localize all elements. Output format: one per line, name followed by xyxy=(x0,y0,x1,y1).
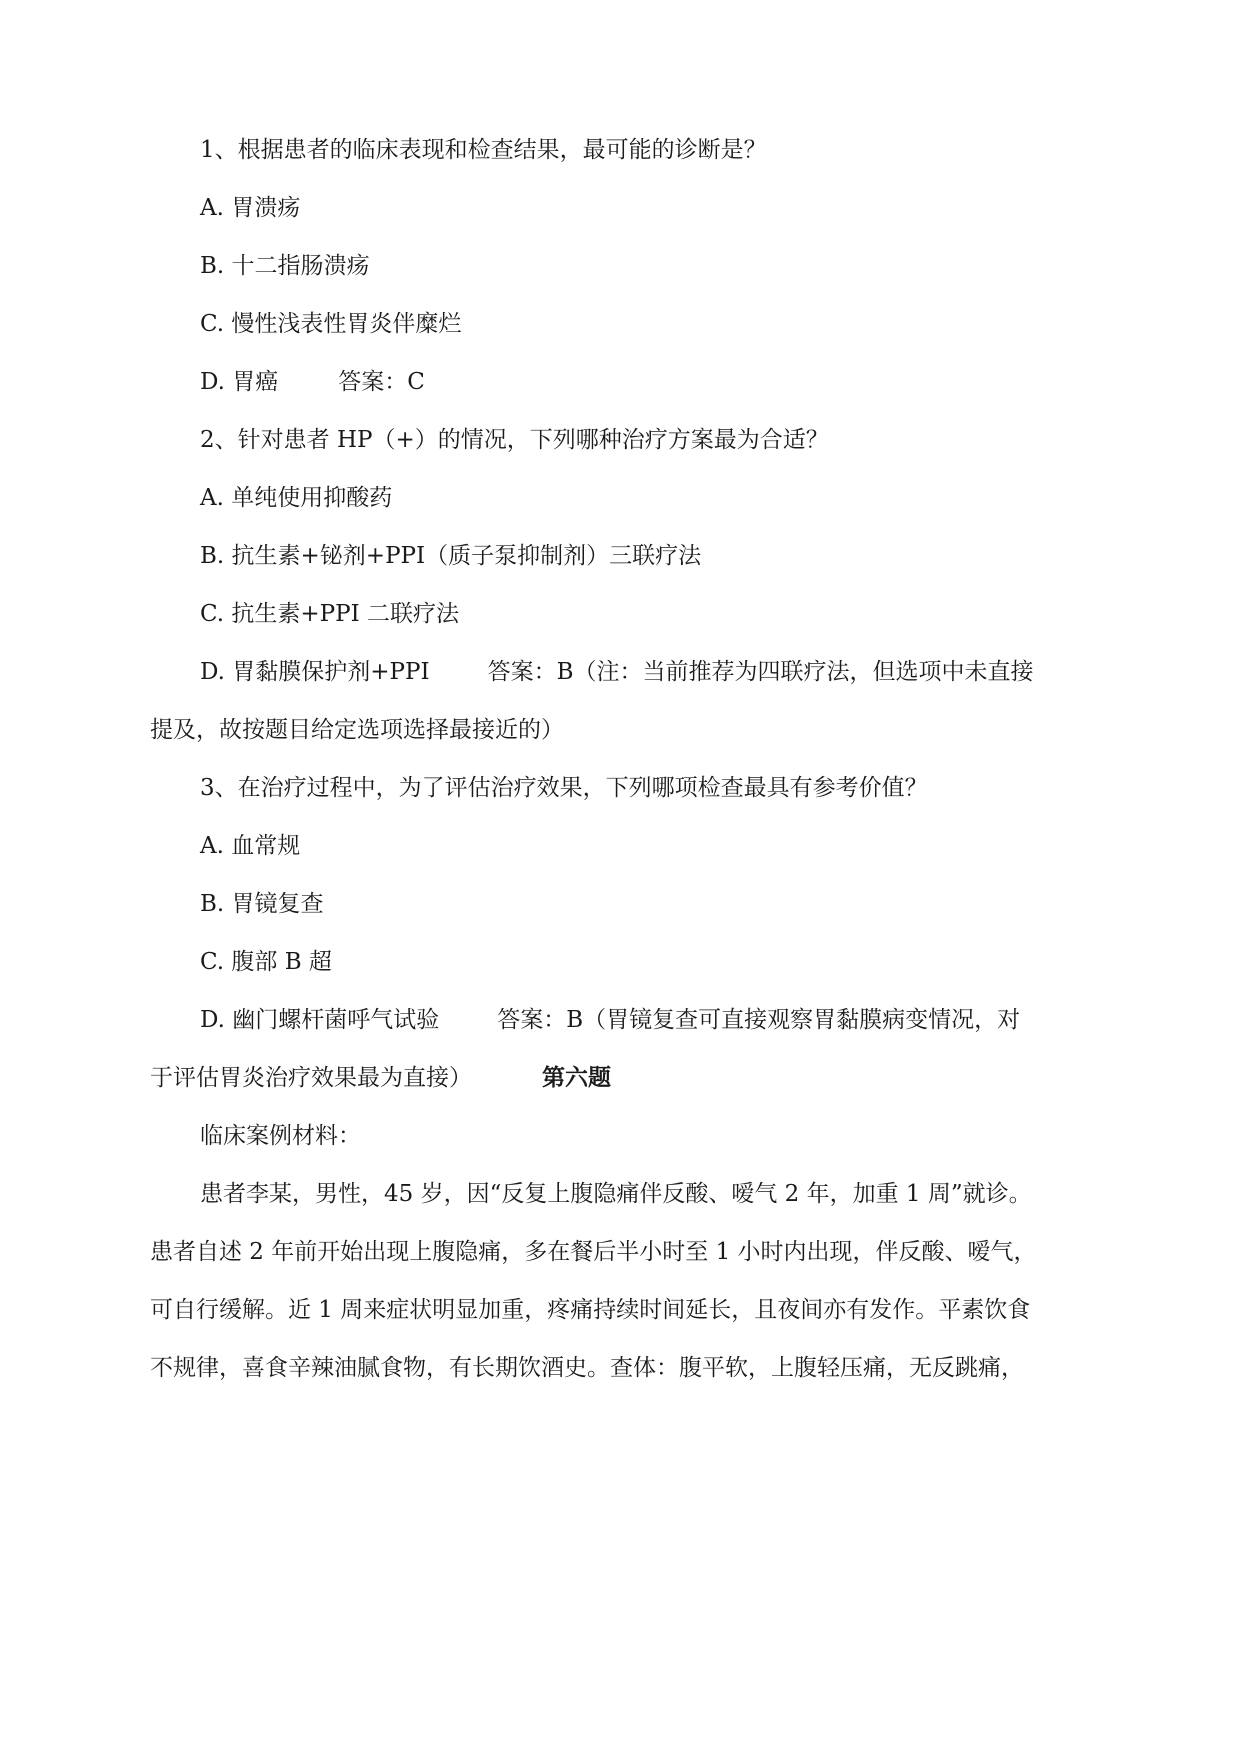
q3-option-b: B. 胃镜复查 xyxy=(200,891,324,917)
question-1: 1、根据患者的临床表现和检查结果，最可能的诊断是？ xyxy=(200,137,767,163)
section-title: 第六题 xyxy=(542,1065,611,1091)
question-3: 3、在治疗过程中，为了评估治疗效果，下列哪项检查最具有参考价值？ xyxy=(200,775,928,801)
q1-option-d: D. 胃癌 xyxy=(200,369,279,395)
q3-answer-continued-line xyxy=(150,1063,611,1093)
case-material-label: 临床案例材料： xyxy=(200,1123,361,1149)
case-text-line: 可自行缓解。近 1 周来症状明显加重，疼痛持续时间延长，且夜间亦有发作。平素饮食 xyxy=(150,1297,1031,1323)
q3-option-a: A. 血常规 xyxy=(200,833,301,859)
q1-answer: 答案：C xyxy=(338,369,425,395)
q2-option-d: D. 胃黏膜保护剂+PPI xyxy=(200,659,430,685)
q2-option-b: B. 抗生素+铋剂+PPI（质子泵抑制剂）三联疗法 xyxy=(200,543,702,569)
q1-option-d-line xyxy=(200,367,425,397)
case-text-line: 患者李某，男性，45 岁，因“反复上腹隐痛伴反酸、嗳气 2 年，加重 1 周”就诊。 xyxy=(200,1181,1032,1207)
q2-option-c: C. 抗生素+PPI 二联疗法 xyxy=(200,601,460,627)
q1-option-c: C. 慢性浅表性胃炎伴糜烂 xyxy=(200,311,462,337)
q1-option-b: B. 十二指肠溃疡 xyxy=(200,253,370,279)
q3-option-d: D. 幽门螺杆菌呼气试验 xyxy=(200,1007,440,1033)
q2-option-d-line xyxy=(200,657,1033,687)
q2-option-a: A. 单纯使用抑酸药 xyxy=(200,485,393,511)
q3-option-d-line xyxy=(200,1005,1020,1035)
q2-answer-continued: 提及，故按题目给定选项选择最接近的） xyxy=(150,717,564,743)
q3-answer-continued: 于评估胃炎治疗效果最为直接） xyxy=(150,1065,472,1091)
case-text-line: 患者自述 2 年前开始出现上腹隐痛，多在餐后半小时至 1 小时内出现，伴反酸、嗳气， xyxy=(150,1239,1037,1265)
question-2: 2、针对患者 HP（+）的情况，下列哪种治疗方案最为合适？ xyxy=(200,427,829,453)
q3-answer: 答案：B（胃镜复查可直接观察胃黏膜病变情况，对 xyxy=(497,1007,1021,1033)
q2-answer: 答案：B（注：当前推荐为四联疗法，但选项中未直接 xyxy=(487,659,1034,685)
q1-option-a: A. 胃溃疡 xyxy=(200,195,301,221)
case-text-line: 不规律，喜食辛辣油腻食物，有长期饮酒史。查体：腹平软，上腹轻压痛，无反跳痛， xyxy=(150,1355,1024,1381)
q3-option-c: C. 腹部 B 超 xyxy=(200,949,332,975)
